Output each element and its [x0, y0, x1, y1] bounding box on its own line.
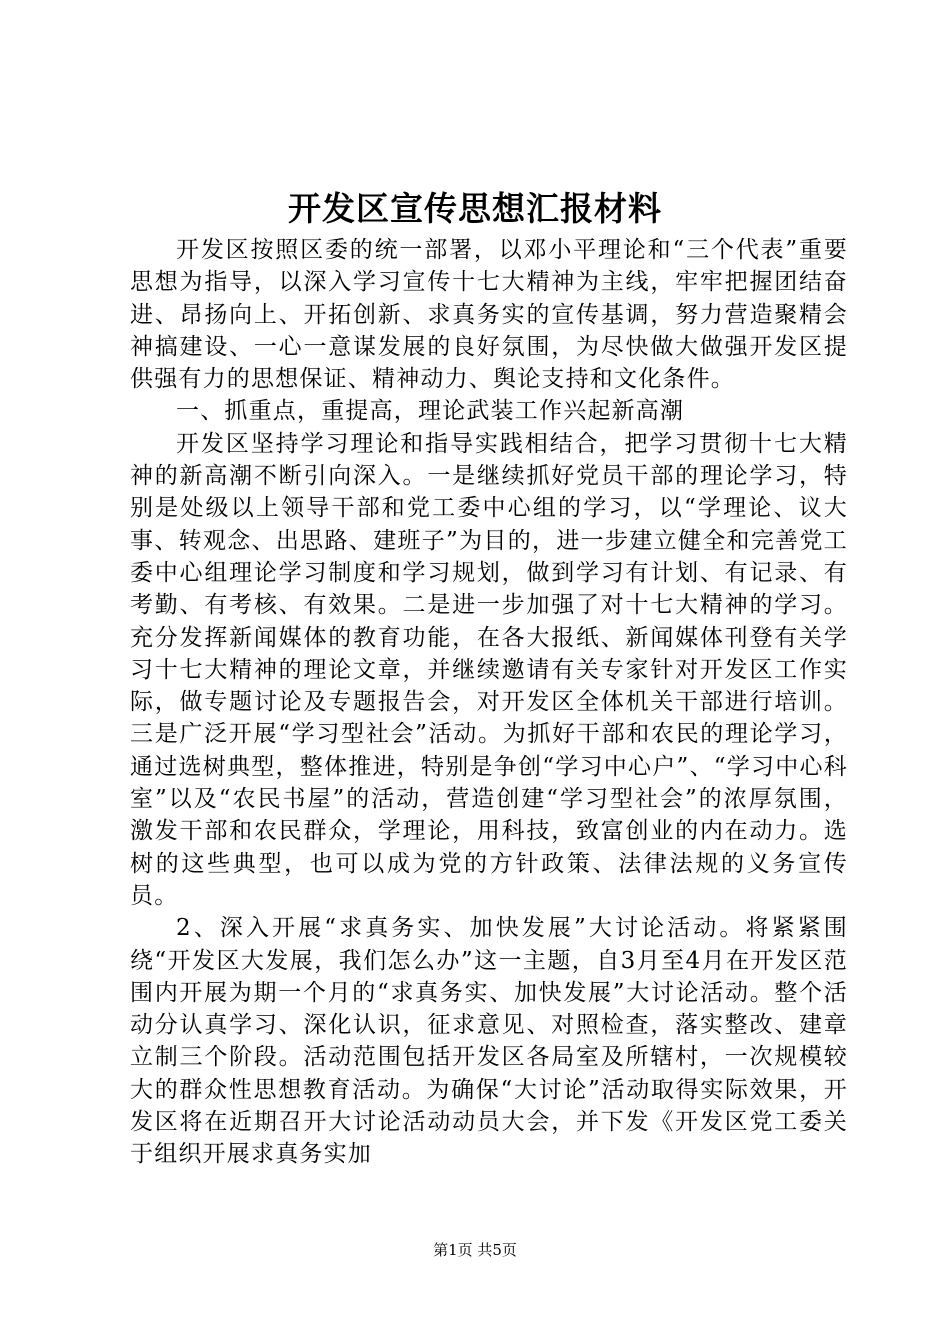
document-body [130, 234, 848, 1171]
document-title: 开发区宣传思想汇报材料 [288, 189, 662, 228]
section-heading-1: 一、抓重点，重提高，理论武装工作兴起新高潮 [176, 398, 685, 425]
paragraph-discussion-activity: 2、深入开展“求真务实、加快发展”大讨论活动。将紧紧围绕“开发区大发展，我们怎么办”这一主题，自3月至4月在开发区范围内开展为期一个月的“求真务实、加快发展”大讨论活动。整个活动分认真学习、深化认识，征求意见、对照检查，落实整改、建章立制三个阶段。活动范围包括开发区各局室及所辖村，一次规模较大的群众性思想教育活动。为确保“大讨论”活动取得实际效果，开发区将在近期召开大讨论活动动员大会，并下发《开发区党工委关于组织开展求真务实加 [130, 915, 848, 1168]
paragraph-theory-study: 开发区坚持学习理论和指导实践相结合，把学习贯彻十七大精神的新高潮不断引向深入。一是继续抓好党员干部的理论学习，特别是处级以上领导干部和党工委中心组的学习，以“学理论、议大事、转观念、出思路、建班子”为目的，进一步建立健全和完善党工委中心组理论学习制度和学习规划，做到学习有计划、有记录、有考勤、有考核、有效果。二是进一步加强了对十七大精神的学习。充分发挥新闻媒体的教育功能，在各大报纸、新闻媒体刊登有关学习十七大精神的理论文章，并继续邀请有关专家针对开发区工作实际，做专题讨论及专题报告会，对开发区全体机关干部进行培训。三是广泛开展“学习型社会”活动。为抓好干部和农民的理论学习，通过选树典型，整体推进，特别是争创“学习中心户”、“学习中心科室”以及“农民书屋”的活动，营造创建“学习型社会”的浓厚氛围，激发干部和农民群众，学理论，用科技，致富创业的内在动力。选树的这些典型，也可以成为党的方针政策、法律法规的义务宣传员。 [130, 430, 848, 909]
paragraph-intro: 开发区按照区委的统一部署，以邓小平理论和“三个代表”重要思想为指导，以深入学习宣传十七大精神为主线，牢牢把握团结奋进、昂扬向上、开拓创新、求真务实的宣传基调，努力营造聚精会神搞建设、一心一意谋发展的良好氛围，为尽快做大做强开发区提供强有力的思想保证、精神动力、舆论支持和文化条件。 [130, 237, 848, 393]
page-footer: 第1页 共5页 [433, 1241, 517, 1259]
